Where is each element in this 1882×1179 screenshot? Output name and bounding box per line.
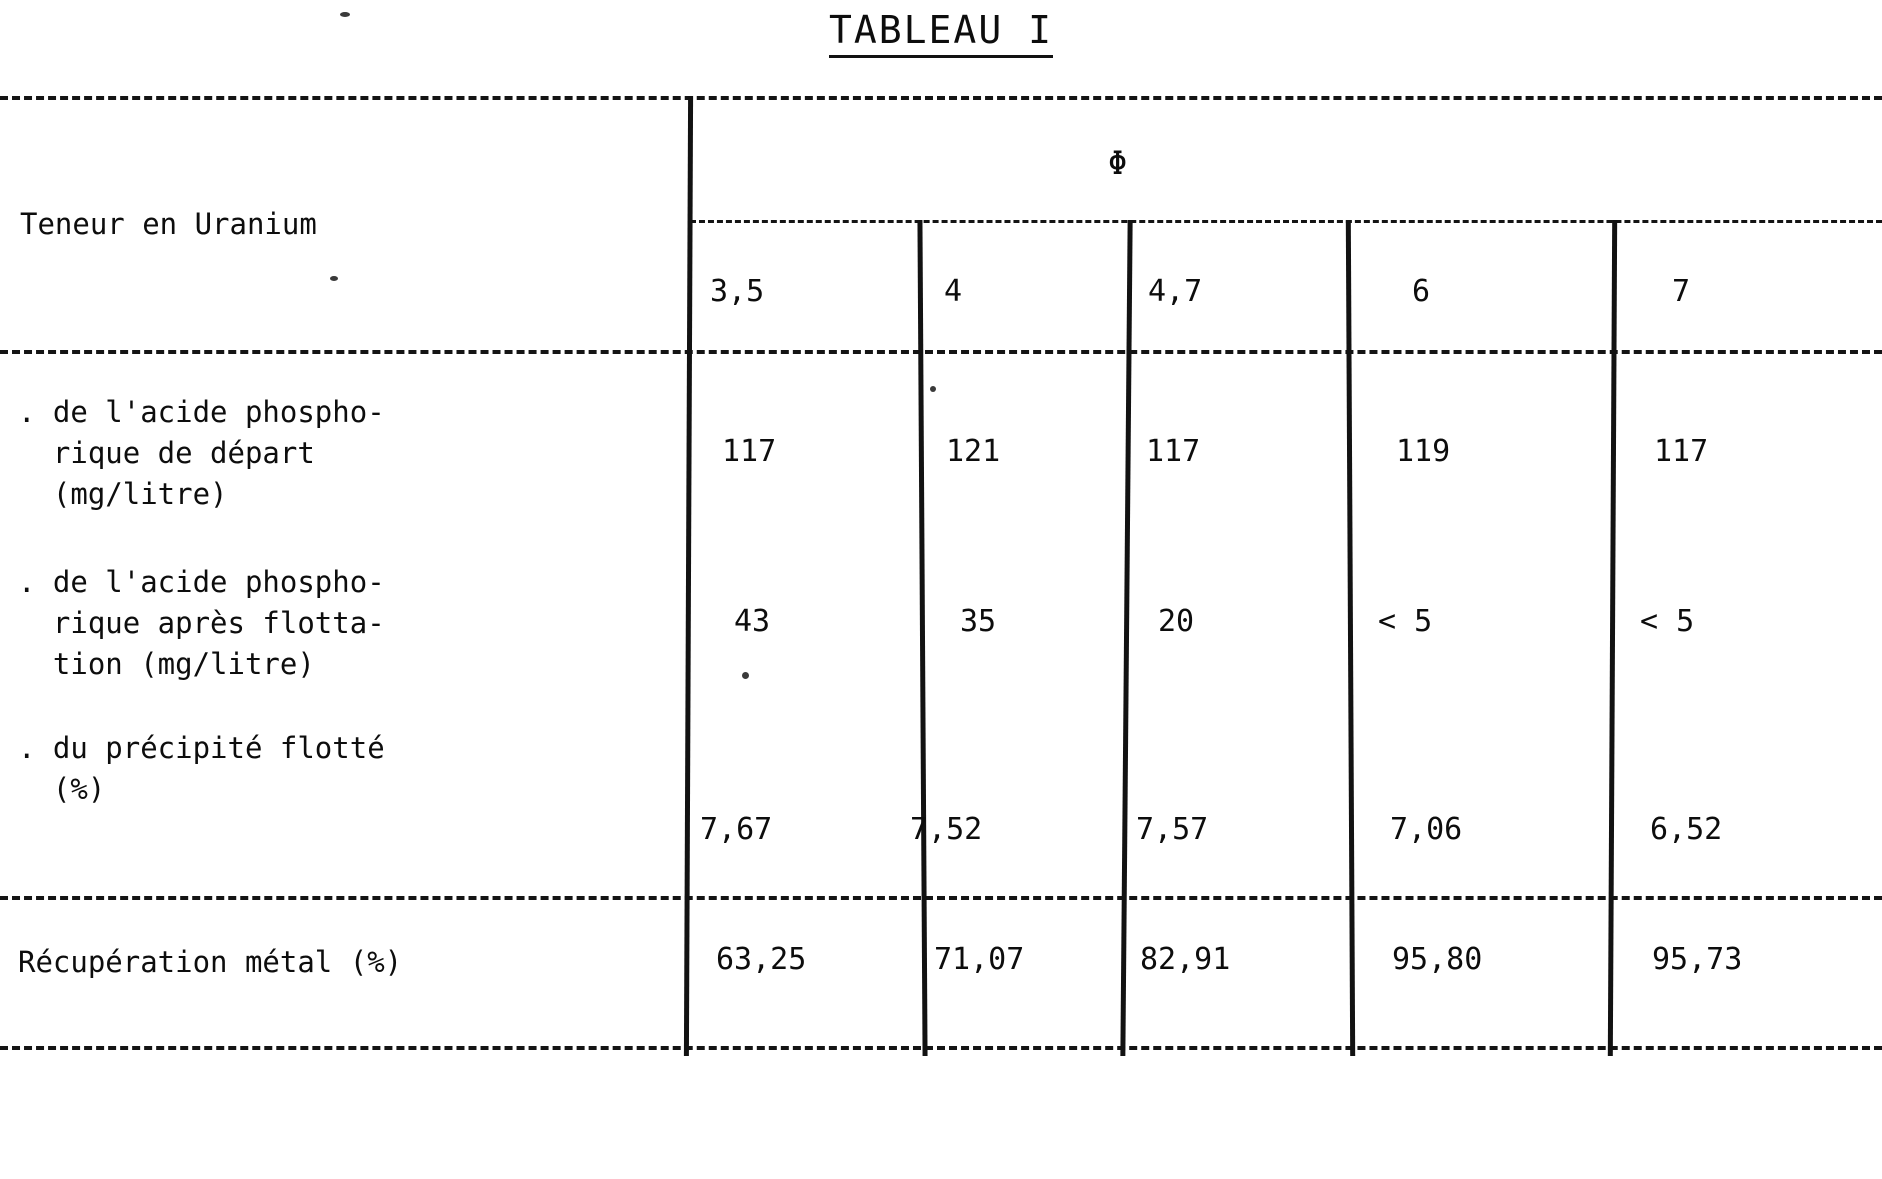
- table-rule-above-recovery: [0, 896, 1882, 900]
- cell-r1c1: 117: [722, 434, 777, 469]
- column-group-symbol: Φ: [1108, 144, 1128, 182]
- cell-r2c2: 35: [960, 604, 997, 639]
- cell-r3c5: 6,52: [1650, 812, 1723, 847]
- cell-r1c5: 117: [1654, 434, 1709, 469]
- table-rule-top: [0, 96, 1882, 100]
- row-label-4: Récupération métal (%): [18, 945, 403, 979]
- column-header-1: 3,5: [710, 274, 765, 309]
- cell-r2c1: 43: [734, 604, 771, 639]
- table-corner-label: Teneur en Uranium: [20, 207, 317, 241]
- scan-speck: [340, 12, 350, 17]
- cell-r4c4: 95,80: [1392, 942, 1483, 977]
- column-divider-3: [1120, 220, 1132, 1056]
- tableau-i-table: [0, 96, 1882, 1156]
- column-divider-4: [1346, 220, 1355, 1056]
- cell-r4c3: 82,91: [1140, 942, 1231, 977]
- cell-r4c1: 63,25: [716, 942, 807, 977]
- cell-r2c4: < 5: [1378, 604, 1433, 639]
- row-label-2: . de l'acide phospho- rique après flotta- tion (mg/litre): [18, 565, 385, 681]
- table-rule-bottom: [0, 1046, 1882, 1050]
- cell-r2c5: < 5: [1640, 604, 1695, 639]
- column-header-3: 4,7: [1148, 274, 1203, 309]
- cell-r1c3: 117: [1146, 434, 1201, 469]
- cell-r1c2: 121: [946, 434, 1001, 469]
- scan-speck: [742, 672, 749, 679]
- cell-r3c4: 7,06: [1390, 812, 1463, 847]
- row-label-1: . de l'acide phospho- rique de départ (mg/litre): [18, 395, 385, 511]
- table-rule-header-split: [690, 220, 1882, 223]
- column-header-2: 4: [944, 274, 963, 309]
- table-rule-below-header: [0, 350, 1882, 354]
- column-divider-2: [917, 220, 927, 1056]
- column-divider-5: [1608, 220, 1617, 1056]
- row-label-3: . du précipité flotté (%): [18, 731, 385, 806]
- cell-r1c4: 119: [1396, 434, 1451, 469]
- cell-r3c2: 7,52: [910, 812, 983, 847]
- cell-r3c3: 7,57: [1136, 812, 1209, 847]
- page-title: [0, 8, 1882, 52]
- cell-r4c5: 95,73: [1652, 942, 1743, 977]
- cell-r2c3: 20: [1158, 604, 1195, 639]
- column-divider-1: [684, 96, 693, 1056]
- column-header-4: 6: [1412, 274, 1431, 309]
- scan-speck: [330, 276, 338, 281]
- page-title-text: TABLEAU I: [829, 8, 1053, 58]
- cell-r4c2: 71,07: [934, 942, 1025, 977]
- column-header-5: 7: [1672, 274, 1691, 309]
- cell-r3c1: 7,67: [700, 812, 773, 847]
- scan-speck: [930, 386, 936, 392]
